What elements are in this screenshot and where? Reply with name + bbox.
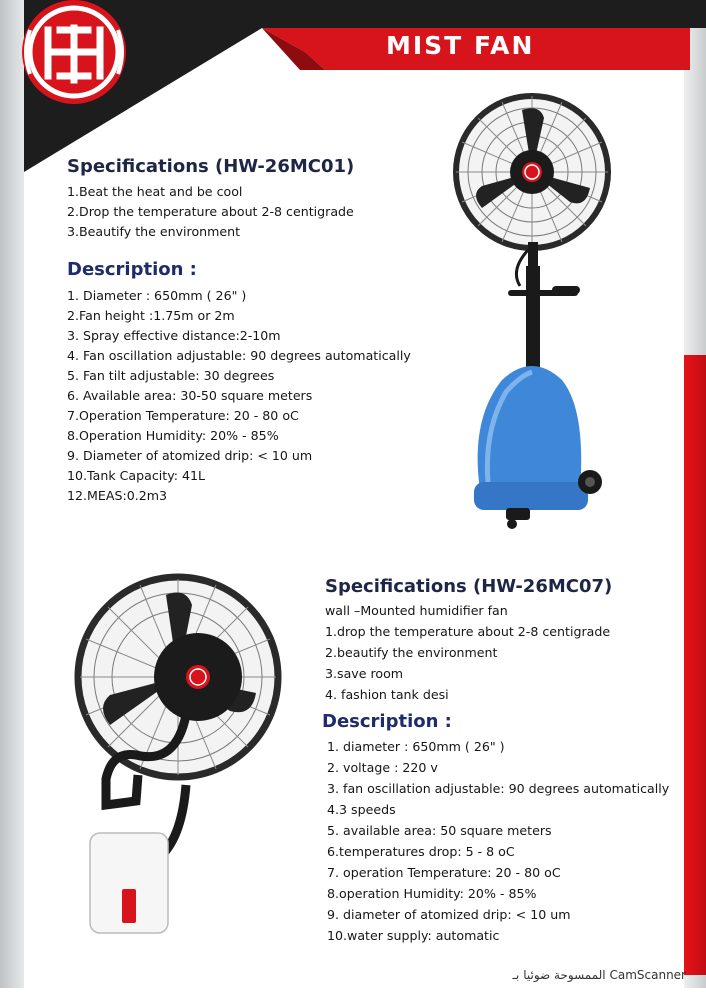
- product1-desc-item: 1. Diameter : 650mm ( 26" ): [67, 288, 247, 303]
- standing-fan-image: [440, 90, 630, 535]
- product1-spec-item: 1.Beat the heat and be cool: [67, 184, 243, 199]
- product1-desc-item: 3. Spray effective distance:2-10m: [67, 328, 281, 343]
- product2-desc-item: 1. diameter : 650mm ( 26" ): [327, 739, 505, 754]
- product1-spec-block: [67, 156, 354, 242]
- product2-desc-item: 4.3 speeds: [327, 802, 396, 817]
- product1-desc-item: 6. Available area: 30-50 square meters: [67, 388, 313, 403]
- footer-bar: [0, 988, 706, 1000]
- product1-desc-item: 4. Fan oscillation adjustable: 90 degrees automatically: [67, 348, 411, 363]
- product2-spec-item: 1.drop the temperature about 2-8 centigrade: [325, 624, 611, 639]
- product2-spec-item: 2.beautify the environment: [325, 645, 498, 660]
- scanner-watermark: الممسوحة ضوئيا بـ CamScanner: [512, 968, 686, 982]
- wall-fan-image: [66, 565, 286, 937]
- product2-desc-item: 8.operation Humidity: 20% - 85%: [327, 886, 537, 901]
- product2-desc-item: 9. diameter of atomized drip: < 10 um: [327, 907, 571, 922]
- product1-spec-item: 2.Drop the temperature about 2-8 centigrade: [67, 204, 354, 219]
- product2-desc-item: 2. voltage : 220 v: [327, 760, 438, 775]
- product1-desc-item: 8.Operation Humidity: 20% - 85%: [67, 428, 279, 443]
- product2-spec-item: wall –Mounted humidifier fan: [325, 603, 508, 618]
- product1-desc-item: 5. Fan tilt adjustable: 30 degrees: [67, 368, 275, 383]
- product1-desc-item: 9. Diameter of atomized drip: < 10 um: [67, 448, 313, 463]
- product2-desc-item: 3. fan oscillation adjustable: 90 degrees automatically: [327, 781, 670, 796]
- banner-title: MIST FAN: [386, 31, 535, 60]
- product1-desc-item: 10.Tank Capacity: 41L: [67, 468, 206, 483]
- product2-desc-block: [322, 711, 669, 946]
- product1-desc-title: Description :: [67, 259, 197, 280]
- product2-desc-item: 5. available area: 50 square meters: [327, 823, 552, 838]
- product1-desc-item: 12.MEAS:0.2m3: [67, 488, 168, 503]
- product2-spec-item: 3.save room: [325, 666, 404, 681]
- right-red-accent: [684, 355, 706, 975]
- product2-desc-item: 6.temperatures drop: 5 - 8 oC: [327, 844, 515, 859]
- product2-desc-title: Description :: [322, 711, 452, 732]
- product1-desc-item: 2.Fan height :1.75m or 2m: [67, 308, 235, 323]
- product2-spec-block: [325, 576, 612, 705]
- product1-spec-item: 3.Beautify the environment: [67, 224, 241, 239]
- product1-desc-item: 7.Operation Temperature: 20 - 80 oC: [67, 408, 299, 423]
- product2-spec-item: 4. fashion tank desi: [325, 687, 449, 702]
- product2-spec-title: Specifications (HW-26MC07): [325, 576, 613, 597]
- product1-spec-title: Specifications (HW-26MC01): [67, 156, 355, 177]
- product2-desc-item: 10.water supply: automatic: [327, 928, 500, 943]
- brand-logo-icon: [22, 0, 126, 104]
- product1-desc-block: [67, 259, 411, 506]
- product2-desc-item: 7. operation Temperature: 20 - 80 oC: [327, 865, 561, 880]
